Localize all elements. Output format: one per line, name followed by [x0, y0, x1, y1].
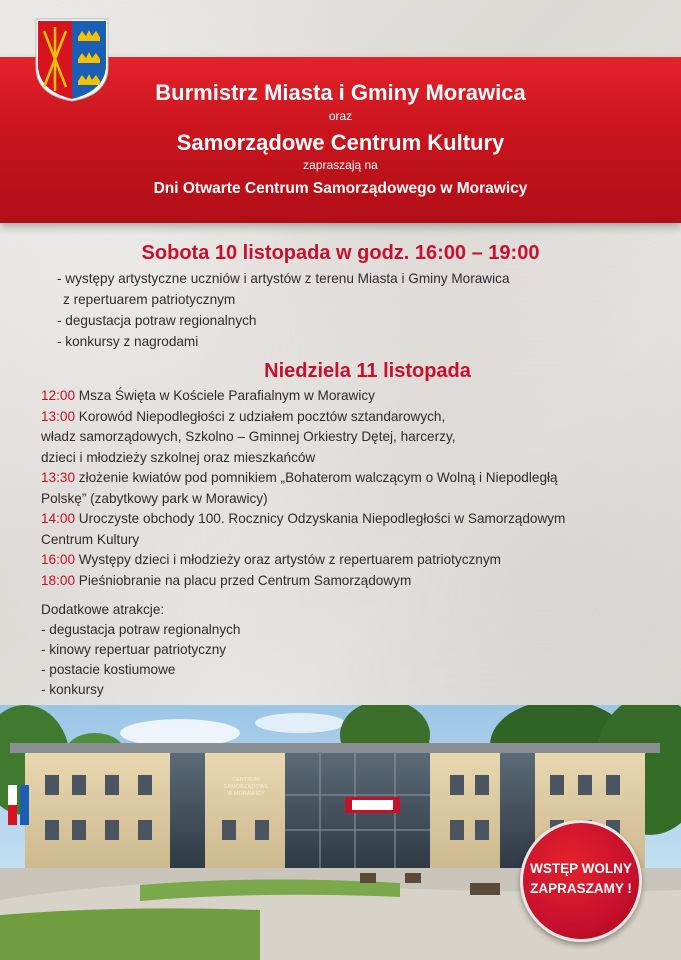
saturday-item: z repertuarem patriotycznym: [63, 292, 236, 307]
sign-line: SAMORZĄDOWE: [223, 784, 269, 790]
event-time: 13:30: [41, 470, 76, 485]
co-organizer-title: Samorządowe Centrum Kultury: [176, 130, 505, 155]
organizer-title: Burmistrz Miasta i Gminy Morawica: [155, 80, 526, 105]
event-text: dzieci i młodzieży szkolnej oraz mieszkańców: [41, 449, 316, 465]
event-text: Centrum Kultury: [41, 531, 140, 547]
event-text: Uroczyste obchody 100. Rocznicy Odzyskania Niepodległości w Samorządowym: [75, 511, 566, 526]
event-time: 18:00: [41, 572, 76, 588]
sunday-event: [41, 427, 456, 448]
event-time: 13:00: [41, 408, 76, 424]
extras-item: - kinowy repertuar patriotyczny: [41, 642, 227, 657]
conjunction-text: oraz: [328, 109, 353, 123]
sunday-event: [41, 489, 268, 510]
sunday-event: [41, 407, 445, 428]
extras-item: - konkursy: [41, 682, 104, 697]
sunday-event: [41, 448, 315, 469]
event-text: Korowód Niepodległości z udziałem pocztów sztandarowych,: [75, 408, 446, 424]
free-entry-badge: [520, 820, 642, 942]
sunday-event: [41, 571, 411, 592]
event-text: Występy dzieci i młodzieży oraz artystów z repertuarem patriotycznym: [75, 552, 501, 567]
saturday-item: - występy artystyczne uczniów i artystów z terenu Miasta i Gminy Morawica: [57, 271, 510, 286]
sunday-event: [41, 468, 558, 489]
extras-item: - degustacja potraw regionalnych: [41, 622, 241, 637]
sign-line: W MORAWICY: [227, 791, 265, 797]
sign-line: CENTRUM: [232, 777, 260, 783]
building-sign: [220, 777, 272, 798]
sunday-event: [41, 530, 139, 551]
sunday-event: [41, 386, 375, 407]
sunday-event: [41, 550, 501, 571]
event-text: złożenie kwiatów pod pomnikiem „Bohaterom walczącym o Wolną i Niepodległą: [75, 470, 558, 485]
badge-line-1: WSTĘP WOLNY: [530, 861, 632, 876]
sunday-heading: Niedziela 11 listopada: [264, 360, 471, 382]
saturday-item: - konkursy z nagrodami: [57, 334, 199, 349]
event-text: Msza Święta w Kościele Parafialnym w Morawicy: [75, 388, 375, 403]
event-time: 16:00: [41, 552, 76, 567]
badge-line-2: ZAPRASZAMY !: [530, 881, 632, 896]
event-text: Polskę” (zabytkowy park w Morawicy): [41, 490, 268, 506]
extras-item: - postacie kostiumowe: [41, 662, 176, 677]
event-time: 14:00: [41, 511, 76, 526]
saturday-heading: Sobota 10 listopada w godz. 16:00 – 19:00: [141, 242, 540, 264]
saturday-item: - degustacja potraw regionalnych: [57, 313, 257, 328]
event-text: Pieśniobranie na placu przed Centrum Samorządowym: [75, 572, 412, 588]
sunday-event: [41, 509, 565, 530]
extras-heading: Dodatkowe atrakcje:: [41, 602, 165, 617]
event-text: władz samorządowych, Szkolno – Gminnej Orkiestry Dętej, harcerzy,: [41, 429, 456, 444]
invite-text: zapraszają na: [303, 158, 378, 172]
event-time: 12:00: [41, 388, 76, 403]
coat-of-arms-logo: [34, 17, 110, 103]
event-title: Dni Otwarte Centrum Samorządowego w Morawicy: [153, 180, 528, 197]
